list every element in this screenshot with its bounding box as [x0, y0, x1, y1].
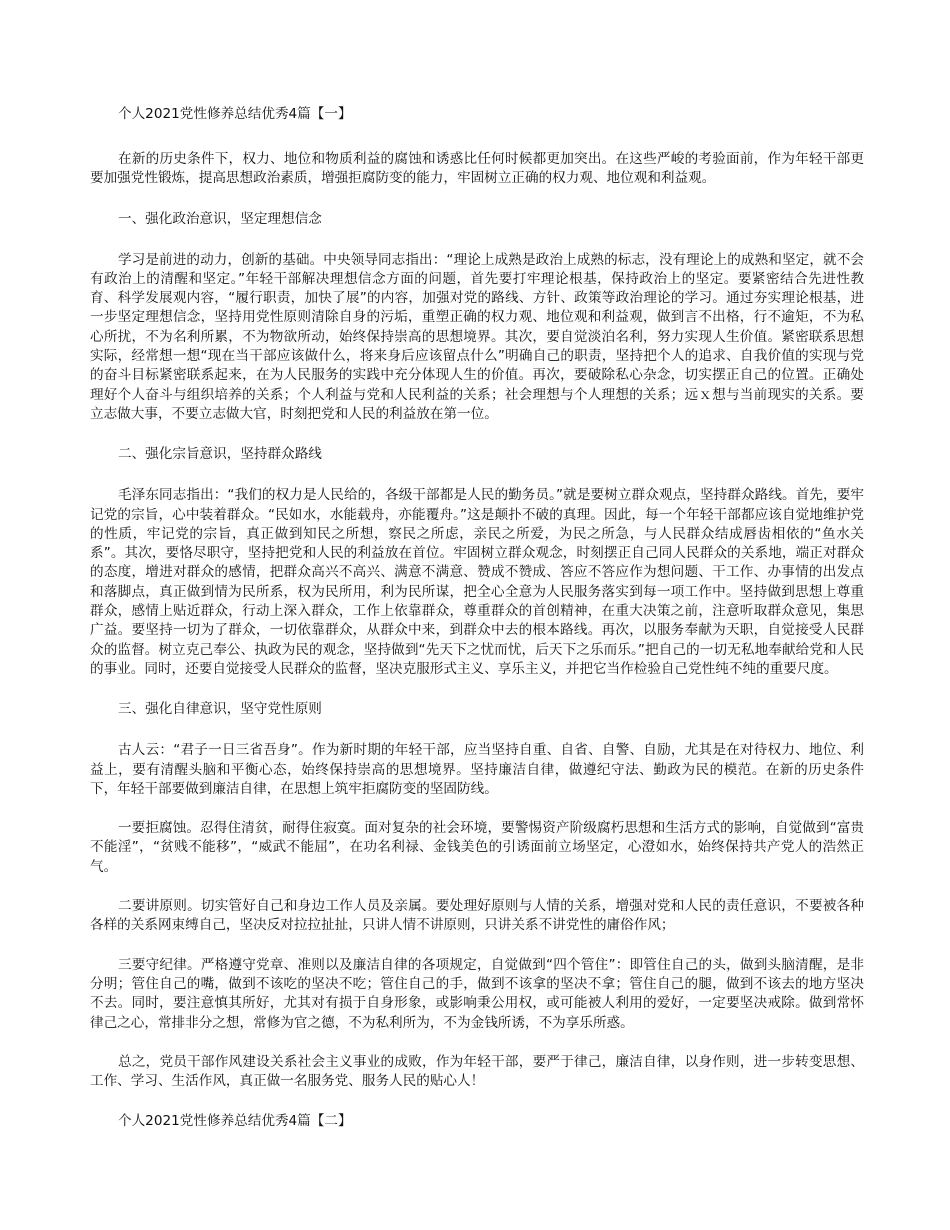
- section-1-body: 学习是前进的动力，创新的基础。中央领导同志指出：“理论上成熟是政治上成熟的标志，没有理论上的成熟和坚定，就不会有政治上的清醒和坚定。”年轻干部解决理想信念方面的问题，首先要打牢理论根基，保持政治上的坚定。要紧密结合先进性教育、科学发展观内容，“履行职责，加快了展”的内容，加强对党的路线、方针、政策等政治理论的学习。通过夯实理论根基，进一步坚定理想信念，坚持用党性原则清除自身的污垢，重塑正确的权力观、地位观和利益观，做到言不出格，行不逾矩，不为私心所扰，不为名利所累，不为物欲所动，始终保持崇高的思想境界。其次，要自觉淡泊名利，努力实现人生价值。紧密联系思想实际，经常想一想“现在当干部应该做什么，将来身后应该留点什么”明确自己的职责，坚持把个人的追求、自我价值的实现与党的奋斗目标紧密联系起来，在为人民服务的实践中充分体现人生的价值。再次，要破除私心杂念，切实摆正自己的位置。正确处理好个人奋斗与组织培养的关系；个人利益与党和人民利益的关系；社会理想与个人理想的关系；远ｘ想与当前现实的关系。要立志做大事，不要立志做大官，时刻把党和人民的利益放在第一位。: [90, 251, 864, 422]
- section-2-heading: 二、强化宗旨意识，坚持群众路线: [118, 446, 322, 463]
- section-3-heading: 三、强化自律意识，坚守党性原则: [118, 701, 322, 718]
- section-1-heading: 一、强化政治意识，坚定理想信念: [118, 210, 322, 227]
- intro-paragraph: 在新的历史条件下，权力、地位和物质利益的腐蚀和诱惑比任何时候都更加突出。在这些严峻的考验面前，作为年轻干部更要加强党性锻炼，提高思想政治素质，增强拒腐防变的能力，牢固树立正确的权力观、地位观和利益观。: [90, 151, 864, 187]
- point-1-paragraph: 一要拒腐蚀。忍得住清贫，耐得住寂寞。面对复杂的社会环境，要警惕资产阶级腐朽思想和生活方式的影响，自觉做到“富贵不能淫”，“贫贱不能移”，“威武不能屈”，在功名利禄、金钱美色的引诱面前立场坚定，心澄如水，始终保持共产党人的浩然正气。: [90, 820, 864, 875]
- point-2-paragraph: 二要讲原则。切实管好自己和身边工作人员及亲属。要处理好原则与人情的关系，增强对党和人民的责任意识，不要被各种各样的关系网束缚自己，坚决反对拉拉扯扯，只讲人情不讲原则，只讲关系不讲党性的庸俗作风；: [90, 898, 864, 934]
- conclusion-paragraph: 总之，党员干部作风建设关系社会主义事业的成败，作为年轻干部，要严于律己，廉洁自律，以身作则，进一步转变思想、工作、学习、生活作风，真正做一名服务党、服务人民的贴心人！: [90, 1053, 864, 1090]
- document-title-2: 个人2021党性修养总结优秀4篇【二】: [118, 1113, 352, 1130]
- section-2-body: 毛泽东同志指出：“我们的权力是人民给的，各级干部都是人民的勤务员。”就是要树立群众观点，坚持群众路线。首先，要牢记党的宗旨，心中装着群众。“民如水，水能载舟，亦能覆舟。”这是颠扑不破的真理。因此，每一个年轻干部都应该自觉地维护党的性质，牢记党的宗旨，真正做到知民之所想，察民之所虑，亲民之所爱，为民之所急，与人民群众结成唇齿相依的“鱼水关系”。其次，要恪尽职守，坚持把党和人民的利益放在首位。牢固树立群众观念，时刻摆正自己同人民群众的关系地，端正对群众的态度，增进对群众的感情，把群众高兴不高兴、满意不满意、赞成不赞成、答应不答应作为想问题、干工作、办事情的出发点和落脚点，真正做到情为民所系，权为民所用，利为民所谋，把全心全意为人民服务落实到每一项工作中。坚持做到思想上尊重群众，感情上贴近群众，行动上深入群众，工作上依靠群众，尊重群众的首创精神，在重大决策之前，注意听取群众意见，集思广益。要坚持一切为了群众，一切依靠群众，从群众中来，到群众中去的根本路线。再次，以服务奉献为天职，自觉接受人民群众的监督。树立克己奉公、执政为民的观念，坚持做到“先天下之忧而忧，后天下之乐而乐。”把自己的一切无私地奉献给党和人民的事业。同时，还要自觉接受人民群众的监督，坚决克服形式主义、享乐主义，并把它当作检验自己党性纯不纯的重要尺度。: [90, 487, 864, 677]
- point-3-paragraph: 三要守纪律。严格遵守党章、准则以及廉洁自律的各项规定，自觉做到“四个管住”：即管住自己的头，做到头脑清醒，是非分明；管住自己的嘴，做到不该吃的坚决不吃；管住自己的手，做到不该拿的坚决不拿；管住自己的腿，做到不该去的地方坚决不去。同时，要注意慎其所好，尤其对有损于自身形象，或影响秉公用权，或可能被人利用的爱好，一定要坚决戒除。做到常怀律己之心，常排非分之想，常修为官之德，不为私利所为，不为金钱所诱，不为享乐所惑。: [90, 956, 864, 1031]
- section-3-body: 古人云：“君子一日三省吾身”。作为新时期的年轻干部，应当坚持自重、自省、自警、自励，尤其是在对待权力、地位、利益上，要有清醒头脑和平衡心态，始终保持崇高的思想境界。坚持廉洁自律，做遵纪守法、勤政为民的模范。在新的历史条件下，年轻干部要做到廉洁自律，在思想上筑牢拒腐防变的坚固防线。: [90, 742, 864, 797]
- document-title-1: 个人2021党性修养总结优秀4篇【一】: [118, 106, 352, 122]
